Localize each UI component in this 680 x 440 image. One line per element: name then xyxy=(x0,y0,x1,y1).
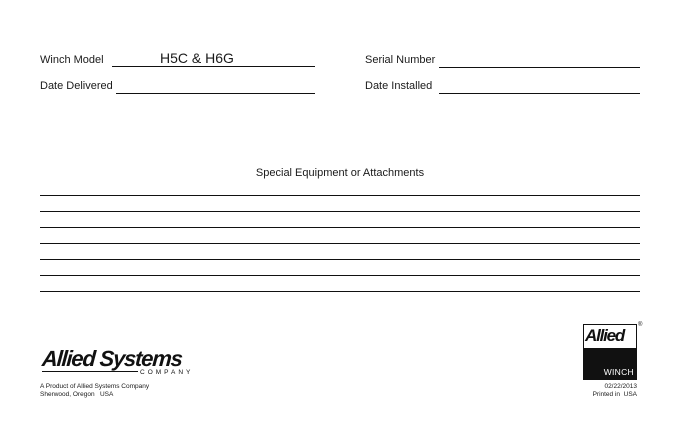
allied-systems-logo xyxy=(42,348,192,382)
special-equipment-line-3[interactable] xyxy=(40,227,640,228)
allied-systems-logo-underline xyxy=(42,371,138,372)
badge-registered-mark: ® xyxy=(638,322,643,328)
product-line-text: A Product of Allied Systems Company xyxy=(40,383,150,390)
serial-number-label: Serial Number xyxy=(365,54,436,66)
special-equipment-line-7[interactable] xyxy=(40,291,640,292)
date-installed-label: Date Installed xyxy=(365,80,433,92)
allied-systems-logo-sub: COMPANY xyxy=(140,369,194,376)
special-equipment-line-1[interactable] xyxy=(40,195,640,196)
allied-winch-badge xyxy=(583,322,643,380)
date-delivered-line xyxy=(116,93,315,94)
date-text: 02/22/2013 xyxy=(604,383,637,390)
date-delivered-label: Date Delivered xyxy=(40,80,113,92)
winch-model-value[interactable]: H5C & H6G xyxy=(160,50,234,66)
special-equipment-line-6[interactable] xyxy=(40,275,640,276)
badge-brand-text: Allied xyxy=(585,326,625,345)
badge-bottom xyxy=(583,348,637,380)
winch-model-label: Winch Model xyxy=(40,54,104,66)
special-equipment-line-2[interactable] xyxy=(40,211,640,212)
special-equipment-heading: Special Equipment or Attachments xyxy=(255,167,425,179)
winch-model-line xyxy=(112,66,315,67)
special-equipment-line-5[interactable] xyxy=(40,259,640,260)
printed-in-text: Printed in USA xyxy=(592,391,637,398)
serial-number-line xyxy=(439,67,640,68)
badge-winch-label: WINCH xyxy=(603,367,634,377)
allied-systems-logo-word: Allied Systems xyxy=(41,346,183,371)
badge-top xyxy=(583,324,637,350)
special-equipment-line-4[interactable] xyxy=(40,243,640,244)
address-text: Sherwood, Oregon USA xyxy=(40,391,114,398)
date-installed-line xyxy=(439,93,640,94)
